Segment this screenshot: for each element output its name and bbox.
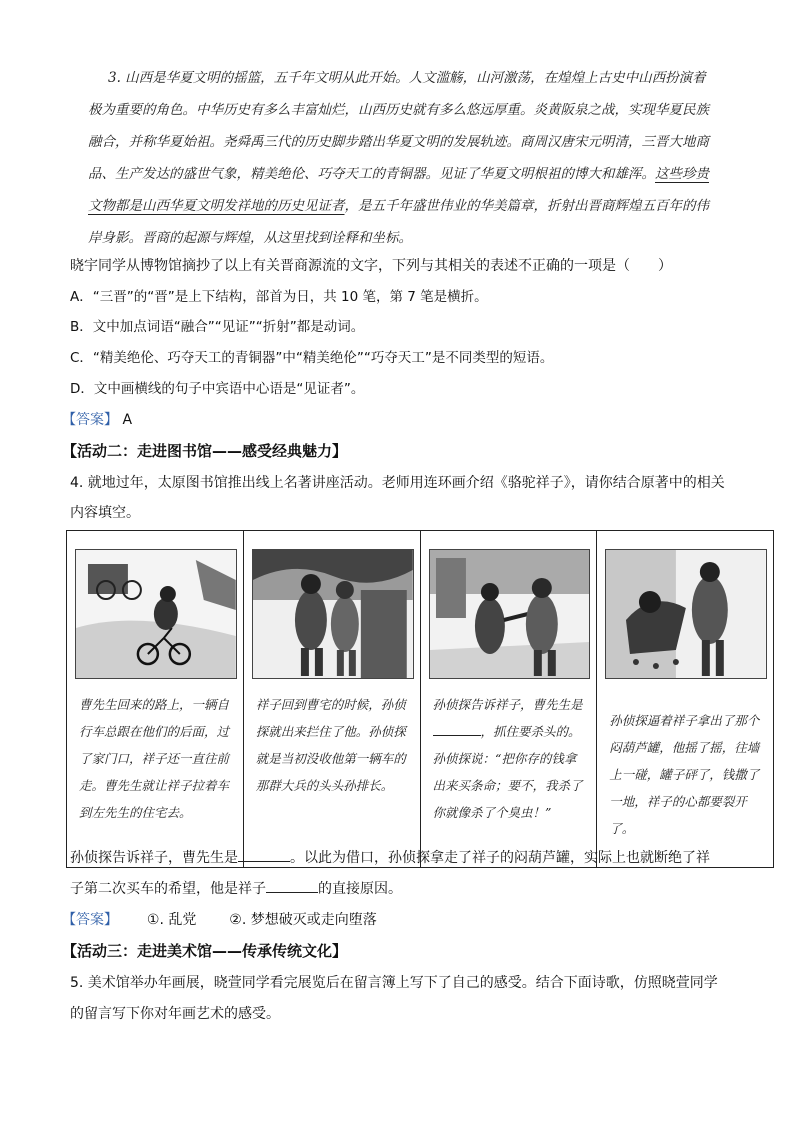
comic-image-bicycle — [75, 549, 237, 679]
comic-panel — [420, 531, 597, 868]
passage-line: 融合，并称华夏始祖。尧舜禹三代的历史脚步踏出华夏文明的发展轨迹。商周汉唐宋元明清，三晋大地商 — [88, 134, 709, 150]
answer-value-1: ①. 乱党 — [146, 912, 197, 928]
q5-line1: 5. 美术馆举办年画展，晓萱同学看完展览后在留言簿上写下了自己的感受。结合下面诗歌，仿照晓萱同学 — [70, 975, 718, 991]
q3-option-b: B．文中加点词语“融合”“见证”“折射”都是动词。 — [70, 319, 365, 335]
passage-line-text: 品、生产发达的盛世气象，精美绝伦、巧夺天工的青铜器。见证了华夏文明根祖的博大和雄浑。 — [88, 166, 655, 182]
caption-text-after: ，抓住要杀头的。孙侦探说：“把你存的钱拿出来买条命；要不，我杀了你就像杀了个臭虫！” — [432, 724, 583, 820]
passage-line: 岸身影。晋商的起源与辉煌，从这里找到诠释和坐标。 — [88, 230, 412, 246]
q3-answer — [62, 407, 132, 433]
q3-option-c: C．“精美绝伦、巧夺天工的青铜器”中“精美绝伦”“巧夺天工”是不同类型的短语。 — [70, 350, 554, 366]
answer-tag: 【答案】 — [62, 412, 118, 428]
q3-option-d: D．文中画横线的句子中宾语中心语是“见证者”。 — [70, 381, 365, 397]
passage-line: 极为重要的角色。中华历史有多么丰富灿烂，山西历史就有多么悠远厚重。炎黄阪泉之战，实现华夏民族 — [88, 102, 709, 118]
comic-strip-table — [66, 530, 774, 868]
q4-fill-line2 — [70, 876, 730, 902]
passage-line — [88, 158, 728, 190]
passage-line: 3. 山西是华夏文明的摇篮，五千年文明从此开始。人文滥觞，山河激荡，在煌煌上古史中山西扮演着 — [108, 70, 706, 86]
q3-option-a: A．“三晋”的“晋”是上下结构，部首为日，共 10 笔，第 7 笔是横折。 — [70, 289, 488, 305]
q3-stem: 晓宇同学从博物馆摘抄了以上有关晋商源流的文字，下列与其相关的表述不正确的一项是（ ） — [70, 258, 672, 274]
activity3-heading: 【活动三：走进美术馆——传承传统文化】 — [62, 942, 348, 960]
q4-stem-line2: 内容填空。 — [70, 505, 140, 521]
underlined-sentence-start: 这些珍贵 — [655, 166, 709, 182]
comic-caption — [421, 687, 597, 851]
underlined-sentence: 文物都是山西华夏文明发祥地的历史见证者 — [88, 198, 345, 214]
comic-image-detective — [252, 549, 414, 679]
comic-panel — [67, 531, 244, 868]
passage-scan — [88, 62, 728, 254]
fill-text: 的直接原因。 — [318, 881, 402, 897]
fill-text: 。以此为借口，孙侦探拿走了祥子的闷葫芦罐，实际上也就断绝了祥 — [290, 850, 710, 866]
answer-tag: 【答案】 — [62, 912, 118, 928]
answer-value: A — [122, 412, 133, 428]
fill-blank-2[interactable] — [266, 878, 318, 893]
q4-fill-line1 — [70, 845, 730, 871]
comic-caption: 祥子回到曹宅的时候，孙侦探就出来拦住了他。孙侦探就是当初没收他第一辆车的那群大兵的头头孙排长。 — [255, 697, 406, 793]
q4-answer — [62, 907, 377, 933]
comic-panel — [597, 531, 774, 868]
q4-stem-line1: 4. 就地过年，太原图书馆推出线上名著讲座活动。老师用连环画介绍《骆驼祥子》，请你结合原著中的相关 — [70, 475, 725, 491]
comic-image-money-jar — [605, 549, 767, 679]
comic-image-threat — [429, 549, 591, 679]
fill-blank — [433, 721, 481, 736]
answer-value-2: ②. 梦想破灭或走向堕落 — [229, 912, 377, 928]
fill-text: 子第二次买车的希望，他是祥子 — [70, 881, 266, 897]
comic-panel — [243, 531, 420, 868]
comic-caption: 孙侦探逼着祥子拿出了那个闷葫芦罐，他摇了摇，往墙上一碰，罐子砰了，钱撒了一地，祥子的心都要裂开了。 — [609, 713, 760, 836]
q5-line2: 的留言写下你对年画艺术的感受。 — [70, 1006, 280, 1022]
fill-blank-1[interactable] — [238, 847, 290, 862]
fill-text: 孙侦探告诉祥子，曹先生是 — [70, 850, 238, 866]
passage-line-rest: ，是五千年盛世伟业的华美篇章，折射出晋商辉煌五百年的伟 — [344, 198, 709, 214]
passage-line — [88, 190, 728, 222]
caption-text-before: 孙侦探告诉祥子，曹先生是 — [432, 697, 583, 712]
comic-caption: 曹先生回来的路上，一辆自行车总跟在他们的后面，过了家门口，祥子还一直往前走。曹先生就让祥子拉着车到左先生的住宅去。 — [79, 697, 230, 820]
activity2-heading: 【活动二：走进图书馆——感受经典魅力】 — [62, 442, 348, 460]
